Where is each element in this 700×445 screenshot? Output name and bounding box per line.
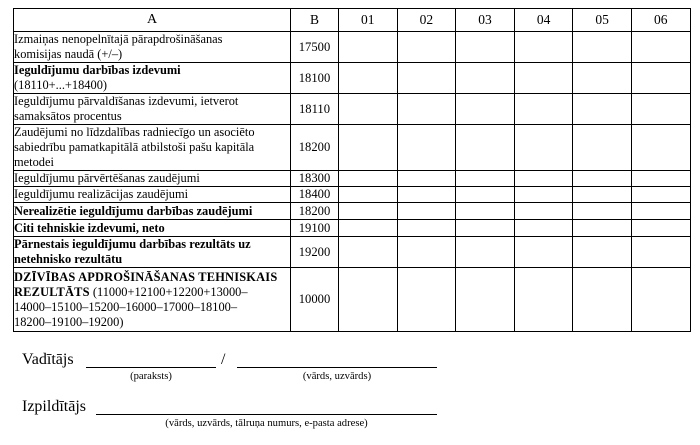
row-label-cell	[14, 94, 291, 125]
value-cell-03[interactable]	[456, 94, 515, 125]
value-cell-01[interactable]	[339, 171, 398, 187]
row-label-emphasis: REZULTĀTS	[14, 284, 90, 299]
row-label-line: DZĪVĪBAS APDROŠINĀŠANAS TEHNISKAIS	[14, 269, 278, 284]
value-cell-05[interactable]	[573, 203, 632, 220]
value-cell-05[interactable]	[573, 220, 632, 237]
value-cell-06[interactable]	[631, 63, 690, 94]
value-cell-05[interactable]	[573, 237, 632, 268]
value-cell-05[interactable]	[573, 94, 632, 125]
signature-block	[0, 348, 700, 436]
executor-label: Izpildītājs	[22, 398, 86, 415]
table-row	[14, 220, 691, 237]
value-cell-03[interactable]	[456, 220, 515, 237]
report-table	[13, 8, 691, 332]
value-cell-01[interactable]	[339, 32, 398, 63]
value-cell-02[interactable]	[397, 32, 456, 63]
value-cell-06[interactable]	[631, 220, 690, 237]
value-cell-02[interactable]	[397, 187, 456, 203]
value-cell-03[interactable]	[456, 237, 515, 268]
column-header-01: 01	[339, 9, 398, 32]
row-code-cell: 19200	[291, 237, 339, 268]
value-cell-06[interactable]	[631, 268, 690, 332]
row-code-cell: 17500	[291, 32, 339, 63]
signature-row-executor	[0, 392, 700, 436]
row-label-cell	[14, 268, 291, 332]
value-cell-03[interactable]	[456, 171, 515, 187]
value-cell-05[interactable]	[573, 268, 632, 332]
value-cell-04[interactable]	[514, 220, 573, 237]
value-cell-02[interactable]	[397, 203, 456, 220]
row-code-cell: 18110	[291, 94, 339, 125]
value-cell-01[interactable]	[339, 94, 398, 125]
value-cell-01[interactable]	[339, 268, 398, 332]
row-label-line: Nerealizētie ieguldījumu darbības zaudējumi	[14, 203, 253, 218]
row-label-line: sabiedrību pamatkapitālā atbilstoši pašu kapitāla	[14, 140, 255, 154]
table-header-row	[14, 9, 691, 32]
table-row	[14, 187, 691, 203]
value-cell-05[interactable]	[573, 63, 632, 94]
value-cell-06[interactable]	[631, 171, 690, 187]
row-code-cell: 18400	[291, 187, 339, 203]
row-code-cell: 19100	[291, 220, 339, 237]
row-code-cell: 18100	[291, 63, 339, 94]
row-code-cell: 18300	[291, 171, 339, 187]
value-cell-03[interactable]	[456, 32, 515, 63]
value-cell-03[interactable]	[456, 203, 515, 220]
column-header-02: 02	[397, 9, 456, 32]
signature-separator: /	[221, 351, 226, 368]
value-cell-04[interactable]	[514, 203, 573, 220]
value-cell-02[interactable]	[397, 268, 456, 332]
value-cell-04[interactable]	[514, 268, 573, 332]
row-label-cell	[14, 237, 291, 268]
value-cell-02[interactable]	[397, 171, 456, 187]
table-row	[14, 32, 691, 63]
row-label-cell	[14, 125, 291, 171]
column-header-a: A	[14, 9, 291, 32]
value-cell-06[interactable]	[631, 32, 690, 63]
row-code-cell: 10000	[291, 268, 339, 332]
value-cell-01[interactable]	[339, 63, 398, 94]
value-cell-05[interactable]	[573, 32, 632, 63]
manager-signature-caption: (paraksts)	[130, 371, 172, 382]
value-cell-02[interactable]	[397, 220, 456, 237]
row-label-formula: (11000+12100+12200+13000–	[89, 284, 248, 299]
row-label-line: metodei	[14, 155, 54, 169]
table-row	[14, 63, 691, 94]
row-label-line: Ieguldījumu pārvērtēšanas zaudējumi	[14, 171, 200, 185]
value-cell-04[interactable]	[514, 187, 573, 203]
table-row	[14, 94, 691, 125]
row-label-line: Zaudējumi no līdzdalības radniecīgo un asociēto	[14, 125, 255, 139]
row-label-line: 14000–15100–15200–16000–17000–18100–	[14, 299, 238, 314]
column-header-05: 05	[573, 9, 632, 32]
table-row	[14, 203, 691, 220]
executor-details-line[interactable]	[96, 414, 437, 415]
value-cell-04[interactable]	[514, 171, 573, 187]
value-cell-02[interactable]	[397, 125, 456, 171]
row-label-cell	[14, 32, 291, 63]
row-label-cell	[14, 203, 291, 220]
row-label-line: Pārnestais ieguldījumu darbības rezultāts uz	[14, 237, 251, 251]
column-header-04: 04	[514, 9, 573, 32]
row-code-cell: 18200	[291, 203, 339, 220]
row-label-cell	[14, 187, 291, 203]
table-row	[14, 171, 691, 187]
manager-name-line[interactable]	[237, 367, 437, 368]
value-cell-06[interactable]	[631, 125, 690, 171]
row-code-cell: 18200	[291, 125, 339, 171]
row-label-line: Ieguldījumu darbības izdevumi	[14, 63, 181, 77]
table-row	[14, 237, 691, 268]
row-label-line: (18110+...+18400)	[14, 78, 108, 92]
row-label-line: Izmaiņas nenopelnītajā pārapdrošināšanas	[14, 32, 223, 46]
row-label-line: samaksātos procentus	[14, 109, 122, 123]
value-cell-04[interactable]	[514, 237, 573, 268]
value-cell-06[interactable]	[631, 237, 690, 268]
value-cell-01[interactable]	[339, 187, 398, 203]
row-label-line: komisijas naudā (+/–)	[14, 47, 123, 61]
value-cell-03[interactable]	[456, 63, 515, 94]
row-label-line: Ieguldījumu pārvaldīšanas izdevumi, ietverot	[14, 94, 239, 108]
value-cell-05[interactable]	[573, 187, 632, 203]
value-cell-02[interactable]	[397, 237, 456, 268]
row-label-line: netehnisko rezultātu	[14, 252, 123, 266]
value-cell-01[interactable]	[339, 203, 398, 220]
value-cell-03[interactable]	[456, 268, 515, 332]
value-cell-06[interactable]	[631, 187, 690, 203]
value-cell-02[interactable]	[397, 94, 456, 125]
column-header-06: 06	[631, 9, 690, 32]
value-cell-06[interactable]	[631, 94, 690, 125]
executor-details-caption: (vārds, uzvārds, tālruņa numurs, e-pasta adrese)	[165, 418, 368, 429]
report-table-container	[13, 8, 690, 332]
row-label-line: Citi tehniskie izdevumi, neto	[14, 220, 165, 235]
table-row	[14, 125, 691, 171]
value-cell-04[interactable]	[514, 63, 573, 94]
value-cell-01[interactable]	[339, 125, 398, 171]
value-cell-05[interactable]	[573, 125, 632, 171]
value-cell-06[interactable]	[631, 203, 690, 220]
value-cell-02[interactable]	[397, 63, 456, 94]
signature-row-manager	[0, 348, 700, 392]
value-cell-03[interactable]	[456, 125, 515, 171]
value-cell-01[interactable]	[339, 220, 398, 237]
manager-label: Vadītājs	[22, 351, 74, 368]
value-cell-04[interactable]	[514, 94, 573, 125]
value-cell-03[interactable]	[456, 187, 515, 203]
table-row-total	[14, 268, 691, 332]
value-cell-04[interactable]	[514, 32, 573, 63]
row-label-line	[14, 285, 290, 300]
value-cell-05[interactable]	[573, 171, 632, 187]
manager-name-caption: (vārds, uzvārds)	[302, 371, 372, 382]
row-label-line: Ieguldījumu realizācijas zaudējumi	[14, 187, 189, 201]
row-label-line: 18200–19100–19200)	[14, 314, 124, 329]
column-header-b: B	[291, 9, 339, 32]
row-label-cell	[14, 171, 291, 187]
manager-signature-line[interactable]	[86, 367, 216, 368]
row-label-cell	[14, 220, 291, 237]
row-label-cell	[14, 63, 291, 94]
column-header-03: 03	[456, 9, 515, 32]
value-cell-04[interactable]	[514, 125, 573, 171]
value-cell-01[interactable]	[339, 237, 398, 268]
